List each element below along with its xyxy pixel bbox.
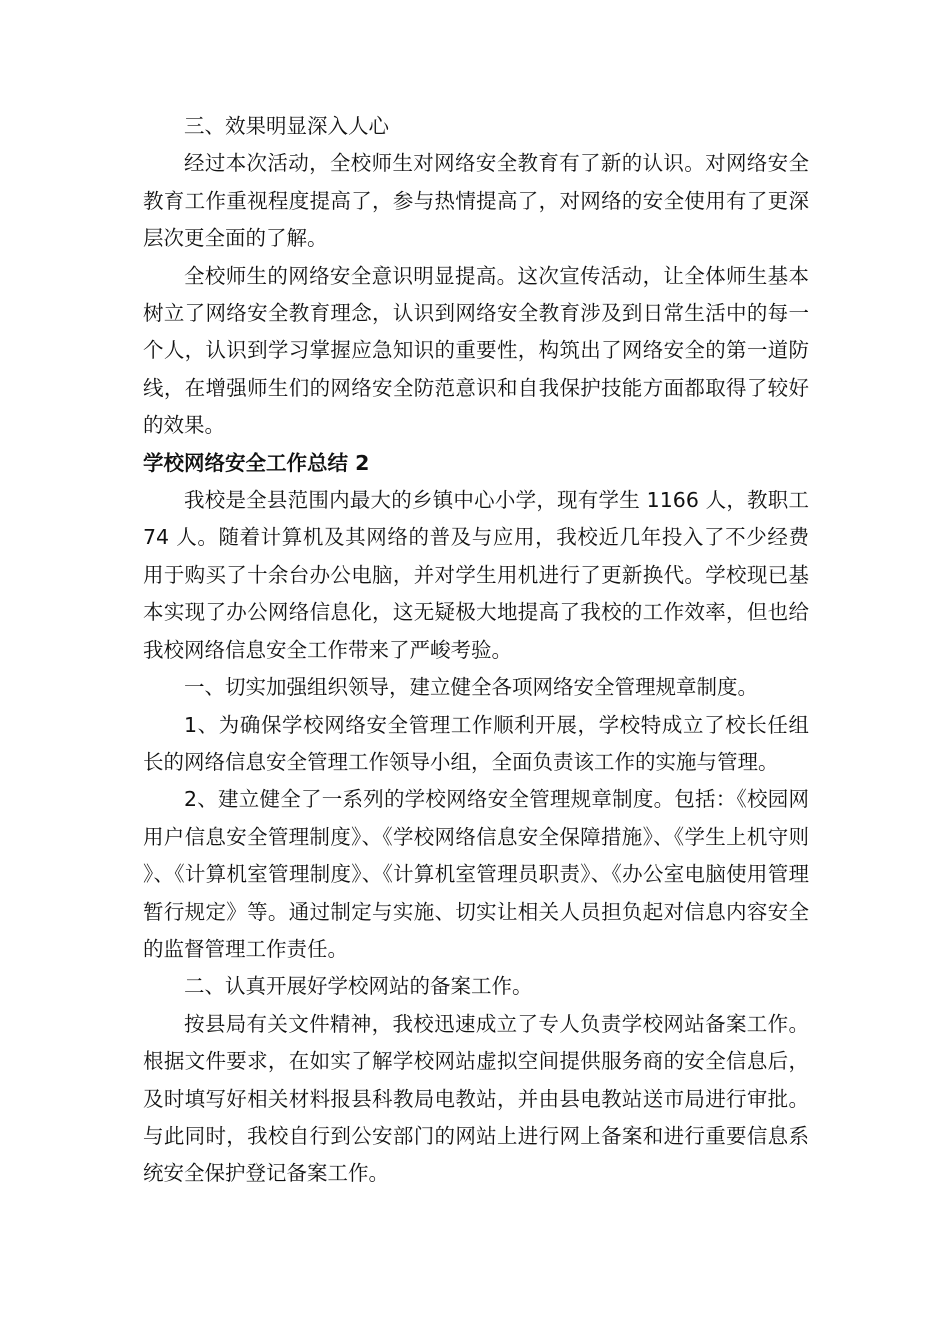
- section-heading-two: 二、认真开展好学校网站的备案工作。: [184, 974, 533, 999]
- document-page: [143, 108, 809, 1193]
- document-title: 学校网络安全工作总结 2: [143, 450, 370, 475]
- section-heading-one: 一、切实加强组织领导，建立健全各项网络安全管理规章制度。: [184, 675, 758, 700]
- body-paragraph: 我校是全县范围内最大的乡镇中心小学，现有学生 1166 人，教职工 74 人。随着计算机及其网络的普及与应用，我校近几年投入了不少经费用于购买了十余台办公电脑，并对学生用机进行了更新换代。学校现已基本实现了办公网络信息化，这无疑极大地提高了我校的工作效率，但也给我校网络信息安全工作带来了严峻考验。: [143, 488, 809, 662]
- list-item-1: 1、为确保学校网络安全管理工作顺利开展，学校特成立了校长任组长的网络信息安全管理工作领导小组，全面负责该工作的实施与管理。: [143, 712, 809, 774]
- list-item-2: 2、建立健全了一系列的学校网络安全管理规章制度。包括：《校园网用户信息安全管理制度》、《学校网络信息安全保障措施》、《学生上机守则》、《计算机室管理制度》、《计算机室管理员职责》、《办公室电脑使用管理暂行规定》等。通过制定与实施、切实让相关人员担负起对信息内容安全的监督管理工作责任。: [143, 787, 809, 961]
- body-paragraph: 经过本次活动，全校师生对网络安全教育有了新的认识。对网络安全教育工作重视程度提高了，参与热情提高了，对网络的安全使用有了更深层次更全面的了解。: [143, 151, 809, 251]
- body-paragraph: 全校师生的网络安全意识明显提高。这次宣传活动，让全体师生基本树立了网络安全教育理念，认识到网络安全教育涉及到日常生活中的每一个人，认识到学习掌握应急知识的重要性，构筑出了网络安全的第一道防线，在增强师生们的网络安全防范意识和自我保护技能方面都取得了较好的效果。: [143, 263, 809, 438]
- body-paragraph: 按县局有关文件精神，我校迅速成立了专人负责学校网站备案工作。根据文件要求，在如实了解学校网站虚拟空间提供服务商的安全信息后，及时填写好相关材料报县科教局电教站，并由县电教站送市局进行审批。与此同时，我校自行到公安部门的网站上进行网上备案和进行重要信息系统安全保护登记备案工作。: [143, 1011, 809, 1186]
- section-heading-three: 三、效果明显深入人心: [184, 114, 389, 138]
